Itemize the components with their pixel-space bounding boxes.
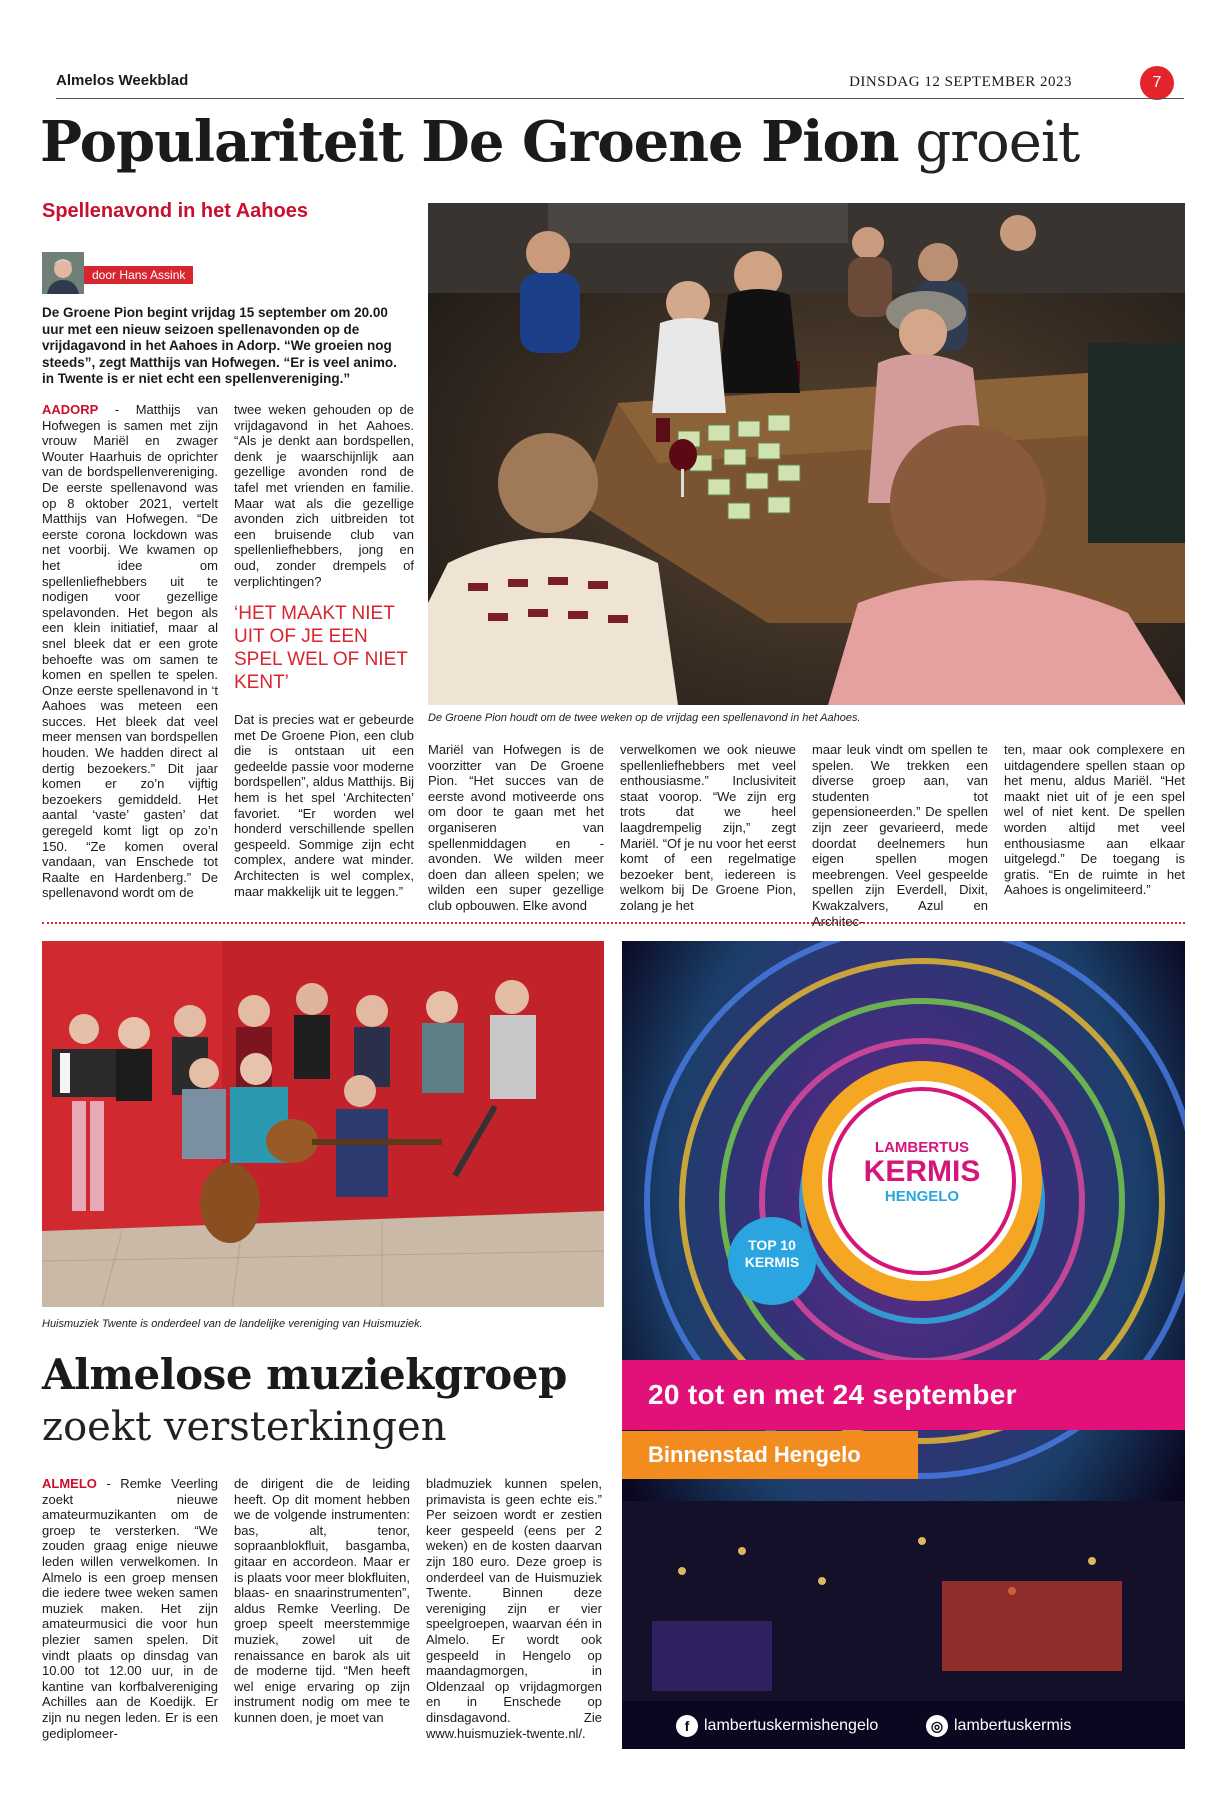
section-divider xyxy=(42,922,1185,924)
article-column-1 xyxy=(42,402,218,901)
board-game-photo xyxy=(428,203,1185,705)
ad-dates: 20 tot en met 24 september xyxy=(622,1360,1185,1430)
masthead-rule xyxy=(56,98,1184,99)
photo-caption-1: De Groene Pion houdt om de twee weken op de vrijdag een spellenavond in het Aahoes. xyxy=(428,712,861,724)
article2-headline-bold: Almelose muziekgroep xyxy=(42,1350,567,1399)
publication-name: Almelos Weekblad xyxy=(56,72,189,89)
facebook-icon: f xyxy=(676,1715,698,1737)
top10-badge: TOP 10 KERMIS xyxy=(744,1237,800,1270)
article-intro: De Groene Pion begint vrijdag 15 september om 20.00 uur met een nieuw seizoen spellenavonden op de vrijdagavond in het Aahoes in Adorp. “We groeien nog steeds”, zegt Matthijs van Hofwegen. “Er is veel animo. in Twente is er niet echt een spellenvereniging.” xyxy=(42,305,397,386)
article2-headline-thin: zoekt versterkingen xyxy=(42,1404,447,1450)
issue-date: DINSDAG 12 SEPTEMBER 2023 xyxy=(849,74,1072,90)
column-1-text: - Matthijs van Hofwegen is samen met zijn vrouw Mariël en zwager Wouter Haarhuis de oprichter van de bordspellenvereniging. De eerste spellenavond was op 8 oktober 2021, vertelt Matthijs van Hofwegen. “De eerste corona lockdown was net voorbij. We kwamen op het idee om spellenliefhebbers uit te nodigen voor gezellige spelavonden. Het begon als een klein initiatief, maar al snel bleek dat er een grote behoefte was om samen te komen en spellen te spelen. Onze eerste spellenavond in ‘t Aahoes was meteen een succes. Het bleek dat veel meer mensen van bordspellen houden. We hadden direct al dertig bezoekers.” Dit jaar komen er zo’n vijftig bezoekers gemiddeld. Het aantal ‘vaste’ gasten’ dat geregeld komt ligt op zo’n 150. “Ze komen overal vandaan, van Enschede tot Raalte en Hardenberg.” De spellenavond wordt om de xyxy=(42,402,218,901)
author-byline: door Hans Assink xyxy=(84,266,193,284)
headline-bold: Populariteit De Groene Pion xyxy=(40,109,899,175)
article2-dateline: ALMELO xyxy=(42,1476,97,1491)
article-column-3: Mariël van Hofwegen is de voorzitter van De Groene Pion. “Het succes van de eerste avond motiveerde ons om door te gaan met het organiseren van spellenmiddagen en -avonden. We wilden meer doen dan alleen spelen; we wilden een super gezellige club opbouwen. Elke avond xyxy=(428,742,604,913)
author-avatar xyxy=(42,252,84,294)
facebook-link[interactable] xyxy=(676,1715,878,1737)
instagram-link[interactable] xyxy=(926,1715,1071,1737)
photo-caption-2: Huismuziek Twente is onderdeel van de landelijke vereniging van Huismuziek. xyxy=(42,1318,423,1330)
logo-line-1: LAMBERTUS xyxy=(874,1139,970,1156)
pull-quote: ‘HET MAAKT NIET UIT OF JE EEN SPEL WEL OF NIET KENT’ xyxy=(234,603,408,693)
article-kicker: Spellenavond in het Aahoes xyxy=(42,200,308,222)
article-headline xyxy=(40,106,1079,179)
article2-column-1-text: - Remke Veerling zoekt nieuwe amateurmuzikanten om de groep te versterken. “We zouden graag enige nieuwe leden willen verwelkomen. In Almelo is een groep mensen die iedere twee weken samen muziek maken. Het zijn amateurmusici die voor hun plezier samen spelen. Dit vindt plaats op dinsdag van 10.00 tot 12.00 uur, in de kantine van korfbalvereniging Achilles aan de Koedijk. Er zijn nu negen leden. Er is een gediplomeer- xyxy=(42,1476,218,1741)
article2-column-1 xyxy=(42,1476,218,1741)
article-column-4: verwelkomen we ook nieuwe spellenliefhebbers met veel enthousiasme.” Inclusiviteit staat voorop. “We zijn erg trots dat we heel laagdrempelig zijn,” zegt Mariël. “Of je nu voor het eerst komt of een regelmatige bezoeker bent, iedereen is welkom bij De Groene Pion, zolang je het xyxy=(620,742,796,913)
logo-line-2: KERMIS xyxy=(863,1155,981,1188)
article2-column-3: bladmuziek kunnen spelen, primavista is geen echte eis.” Per seizoen wordt er zestien keer gespeeld (eens per 2 weken) en de kosten daarvan zijn 180 euro. Deze groep is onderdeel van de Huismuziek Twente. Binnen deze vereniging zijn er vier speelgroepen, waarvan één in Almelo. Er wordt ook gespeeld in Hengelo op maandagmorgen, in Oldenzaal op vrijdagmorgen en in Enschede op dinsdagavond. Zie www.huismuziek-twente.nl/. xyxy=(426,1476,602,1741)
kermis-advertisement[interactable] xyxy=(622,941,1185,1749)
article-column-2a: twee weken gehouden op de vrijdagavond in het Aahoes. “Als je denkt aan bordspellen, denk je waarschijnlijk aan gezellige avonden rond de tafel met vrienden en familie. Maar wat als die gezellige avonden zich uitbreiden tot een bruisende club van spellenliefhebbers, jong en oud, zonder drempels of verplichtingen? xyxy=(234,402,414,589)
article-column-6: ten, maar ook complexere en uitdagendere spellen staan op het menu, aldus Mariël. “Het maakt niet uit of je een spel wel of niet kent. De spellen worden altijd met veel enthousiasme aan elkaar uitgelegd.” De toegang is gratis. “En de ruimte in het Aahoes is ongelimiteerd.” xyxy=(1004,742,1185,898)
music-group-photo xyxy=(42,941,604,1307)
page-number-badge: 7 xyxy=(1140,66,1174,100)
instagram-handle: lambertuskermis xyxy=(954,1717,1072,1734)
logo-line-3: HENGELO xyxy=(884,1188,960,1205)
headline-thin: groeit xyxy=(915,110,1080,175)
article-column-2b: Dat is precies wat er gebeurde met De Groene Pion, een club die is ontstaan uit een gedeelde passie voor moderne bordspellen”, aldus Matthijs. Bij hem is het spel ‘Architecten’ favoriet. “Er worden wel honderd verschillende spellen gespeeld. Sommige zijn echt complex, andere wat minder. Architecten is wel complex, maar makkelijk uit te leggen.” xyxy=(234,712,414,899)
dateline: AADORP xyxy=(42,402,99,417)
ad-location: Binnenstad Hengelo xyxy=(622,1431,918,1479)
facebook-handle: lambertuskermishengelo xyxy=(704,1717,879,1734)
article2-column-2: de dirigent die de leiding heeft. Op dit moment hebben we de volgende instrumenten: bas, alt, tenor, sopraanblokfluit, basgamba, gitaar en accordeon. Maar er is plaats voor meer blokfluiten, blaas- en snaarinstrumenten”, aldus Remke Veerling. De groep speelt meerstemmige muziek, zowel uit de renaissance en barok als uit de moderne tijd. “Men heeft wel enige ervaring op zijn instrument nodig om mee te kunnen doen, je moet van xyxy=(234,1476,410,1725)
ad-social-bar xyxy=(622,1701,1185,1749)
article-column-5: maar leuk vindt om spellen te spelen. We trekken een diverse groep aan, van studenten tot gepensioneerden.” De spellen zijn zeer gevarieerd, mede doordat deelnemers hun eigen spellen mogen meebrengen. Veel gespeelde spellen zijn Everdell, Dixit, Kwakzalvers, Azul en Architec- xyxy=(812,742,988,929)
kermis-logo xyxy=(848,1139,996,1205)
instagram-icon: ◎ xyxy=(926,1715,948,1737)
